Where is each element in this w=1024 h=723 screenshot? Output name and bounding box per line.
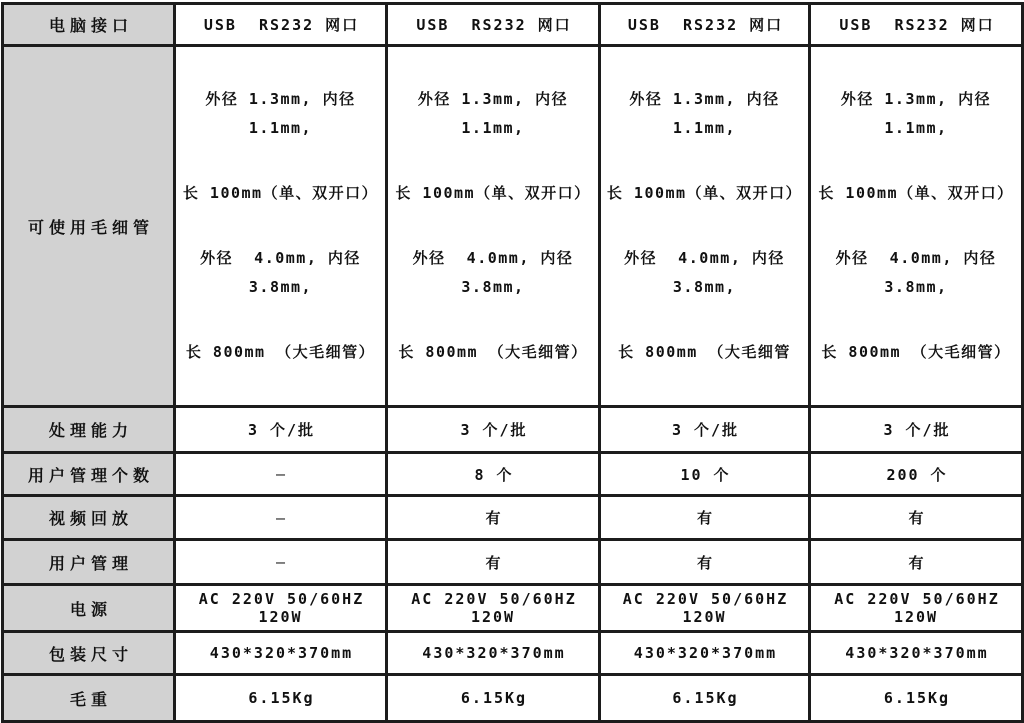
table-row-gross-weight [3,675,1023,722]
spec-cell: 430*320*370mm [387,632,600,675]
spec-cell: – [175,453,387,496]
spec-cell: AC 220V 50/60HZ 120W [387,585,600,632]
spec-cell [387,46,600,407]
row-label: 视频回放 [3,496,175,540]
spec-cell-line: 长 800mm （大毛细管） [821,343,1011,361]
spec-cell [810,46,1023,407]
spec-cell-line: 外径 1.3mm, 内径 1.1mm, [840,90,1002,137]
row-label: 用户管理个数 [3,453,175,496]
spec-cell-line: 外径 4.0mm, 内径 3.8mm, [835,249,1007,296]
spec-cell-line: 长 100mm（单、双开口） [395,184,591,202]
spec-cell: 有 [600,540,810,585]
spec-cell-line: 外径 1.3mm, 内径 1.1mm, [417,90,579,137]
row-label: 用户管理 [3,540,175,585]
spec-cell: 430*320*370mm [600,632,810,675]
spec-cell: 6.15Kg [175,675,387,722]
spec-cell: 6.15Kg [810,675,1023,722]
spec-cell: USB RS232 网口 [810,4,1023,46]
spec-cell: AC 220V 50/60HZ 120W [175,585,387,632]
spec-cell-line: 长 100mm（单、双开口） [182,184,379,202]
spec-cell: – [175,496,387,540]
spec-cell-line: 长 100mm（单、双开口） [606,184,803,202]
spec-cell: USB RS232 网口 [600,4,810,46]
row-label: 包装尺寸 [3,632,175,675]
row-label: 可使用毛细管 [3,46,175,407]
spec-cell: 有 [387,496,600,540]
spec-cell [600,46,810,407]
spec-cell: 430*320*370mm [175,632,387,675]
table-row-power [3,585,1023,632]
spec-cell: 10 个 [600,453,810,496]
spec-cell [175,46,387,407]
spec-cell: 3 个/批 [175,407,387,453]
table-row-user-management [3,540,1023,585]
spec-cell: 200 个 [810,453,1023,496]
spec-cell-line: 长 100mm（单、双开口） [818,184,1014,202]
spec-cell: AC 220V 50/60HZ 120W [810,585,1023,632]
row-label: 电脑接口 [3,4,175,46]
spec-cell: 6.15Kg [600,675,810,722]
spec-cell: 6.15Kg [387,675,600,722]
spec-cell: 3 个/批 [387,407,600,453]
spec-sheet-page [0,2,1024,709]
spec-cell: 3 个/批 [810,407,1023,453]
table-row-package-size [3,632,1023,675]
spec-cell-line: 外径 4.0mm, 内径 3.8mm, [624,249,796,296]
spec-cell: – [175,540,387,585]
table-row-throughput [3,407,1023,453]
table-row-computer-interface [3,4,1023,46]
spec-cell-line: 外径 1.3mm, 内径 1.1mm, [205,90,367,137]
spec-comparison-table [1,2,1024,723]
spec-cell: 有 [810,496,1023,540]
spec-cell: 8 个 [387,453,600,496]
table-row-video-playback [3,496,1023,540]
spec-cell: 3 个/批 [600,407,810,453]
spec-cell: AC 220V 50/60HZ 120W [600,585,810,632]
table-row-capillary [3,46,1023,407]
spec-cell: USB RS232 网口 [387,4,600,46]
spec-cell-line: 长 800mm （大毛细管） [398,343,588,361]
spec-cell: 430*320*370mm [810,632,1023,675]
spec-cell-line: 外径 4.0mm, 内径 3.8mm, [412,249,584,296]
spec-cell-line: 外径 1.3mm, 内径 1.1mm, [629,90,791,137]
row-label: 毛重 [3,675,175,722]
spec-cell-line: 长 800mm （大毛细管 [618,343,791,361]
spec-cell: 有 [387,540,600,585]
spec-cell: 有 [600,496,810,540]
spec-cell: 有 [810,540,1023,585]
table-row-user-count [3,453,1023,496]
row-label: 电源 [3,585,175,632]
spec-cell-line: 长 800mm （大毛细管） [185,343,376,361]
spec-cell: USB RS232 网口 [175,4,387,46]
row-label: 处理能力 [3,407,175,453]
spec-cell-line: 外径 4.0mm, 内径 3.8mm, [200,249,372,296]
